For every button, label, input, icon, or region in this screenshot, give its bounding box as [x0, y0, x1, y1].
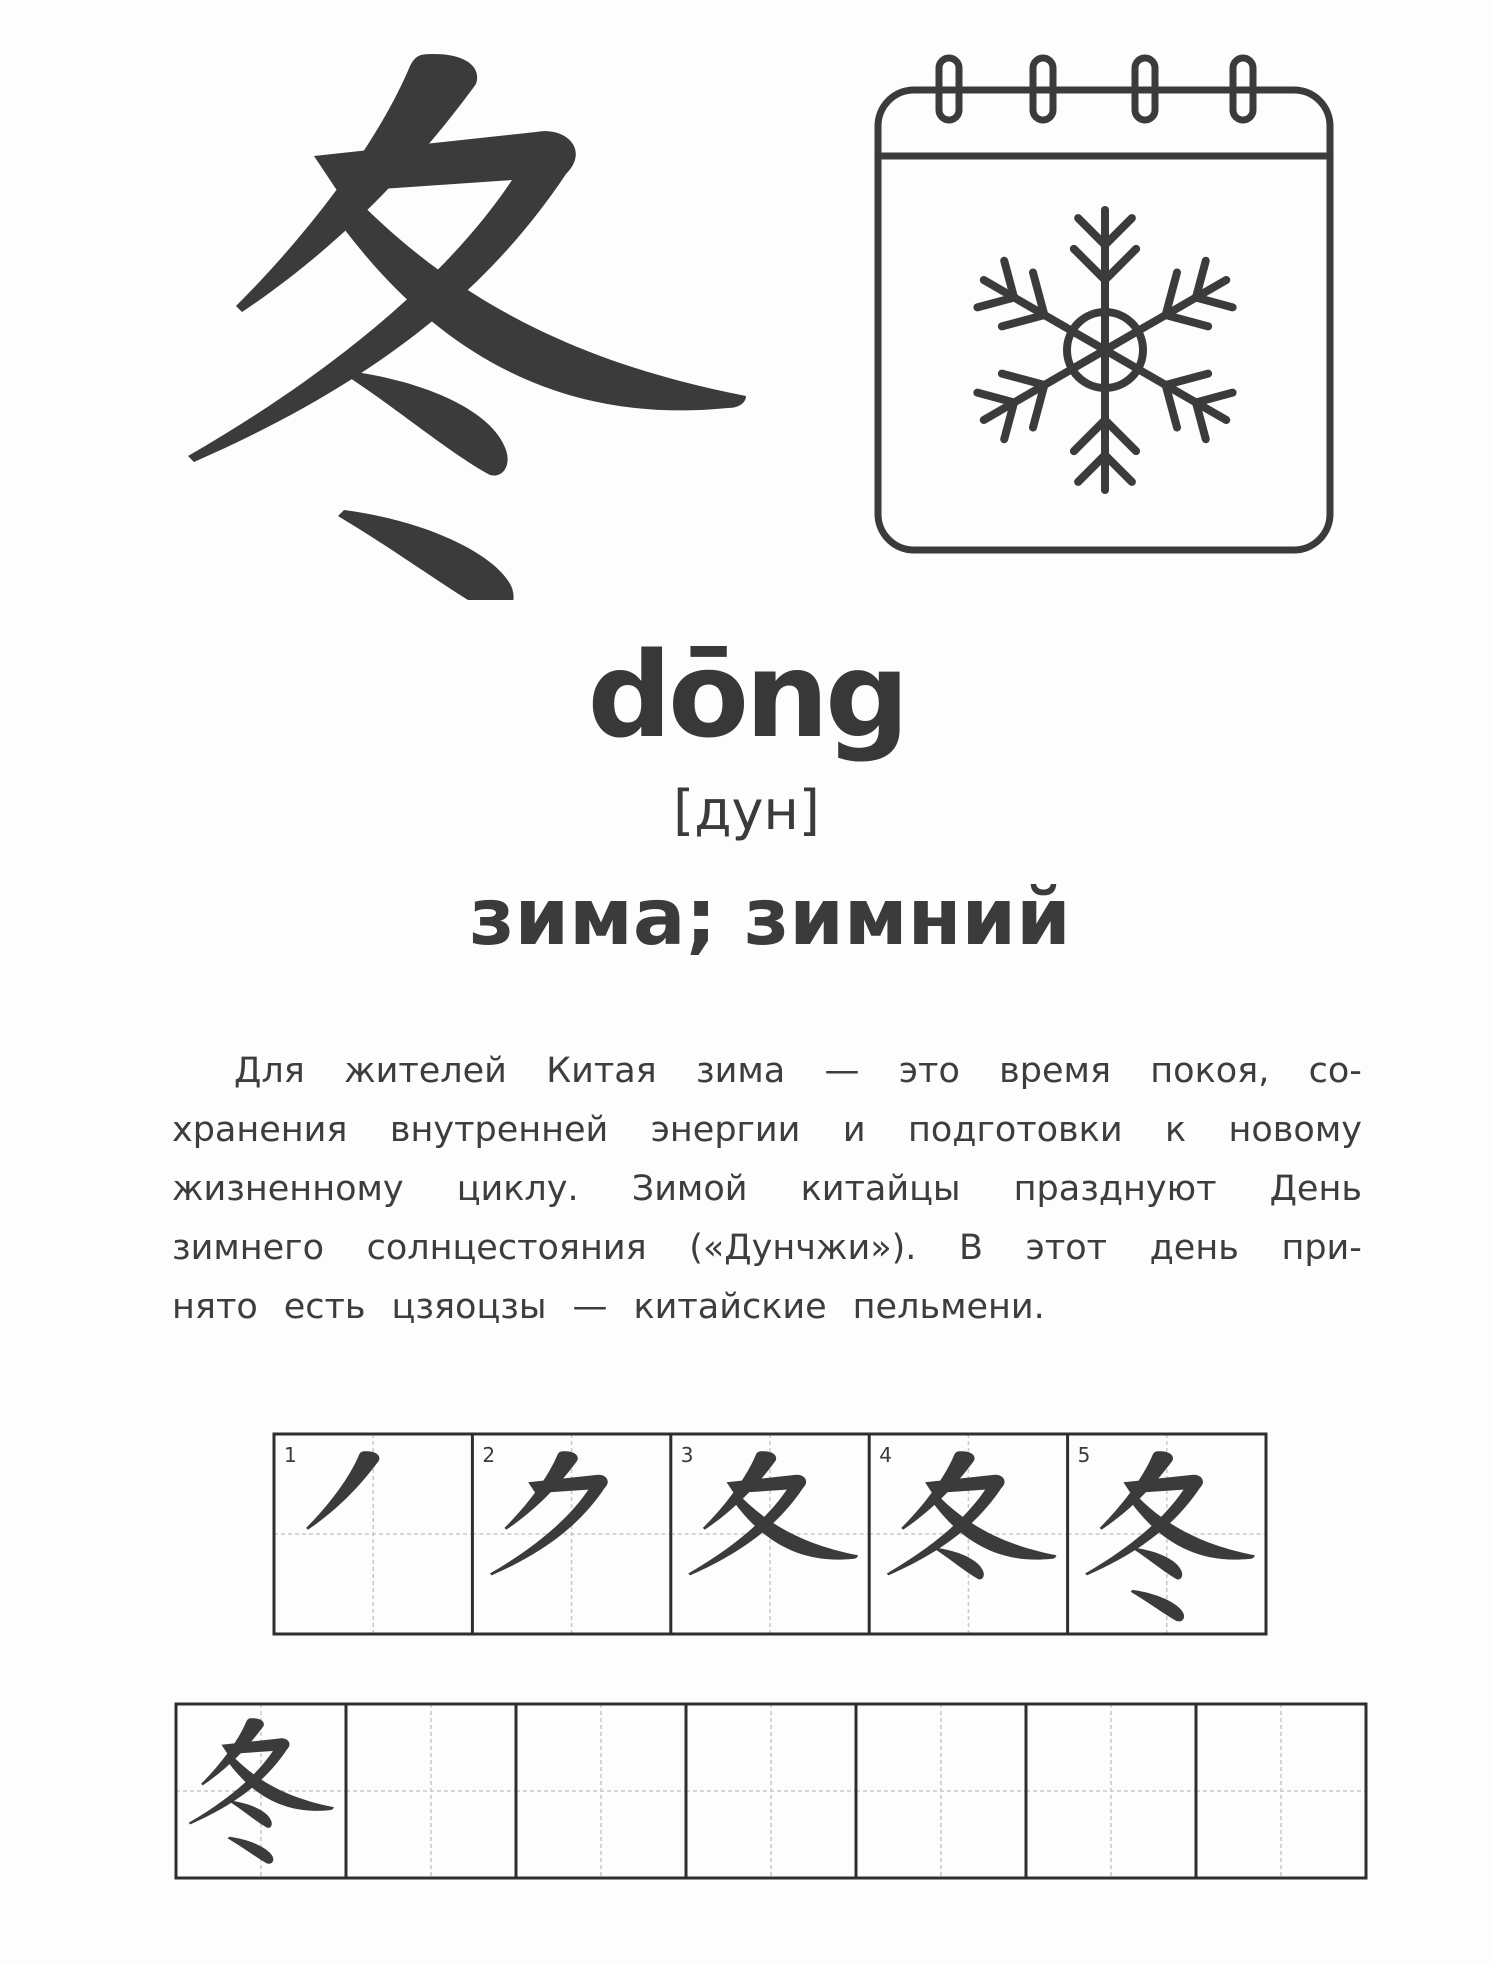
paragraph-word: китайские [633, 1287, 827, 1327]
paragraph-word: есть [283, 1287, 366, 1327]
paragraph-word: к [1164, 1110, 1187, 1150]
paragraph-word: пельмени. [852, 1287, 1045, 1327]
paragraph-word: Для [234, 1051, 305, 1091]
grid-cell [1026, 1704, 1196, 1878]
hanzi-stroke [1134, 1548, 1182, 1579]
paragraph-word: подготовки [907, 1110, 1123, 1150]
paragraph-word: празднуют [1013, 1169, 1217, 1209]
paragraph-word: В [959, 1228, 984, 1268]
paragraph-word: и [842, 1110, 866, 1150]
hanzi-stroke [326, 186, 746, 410]
snowflake-arm [1166, 315, 1209, 326]
hanzi-stroke [338, 510, 514, 600]
grid-cell [686, 1704, 856, 1878]
snowflake-arm [1196, 393, 1233, 403]
stroke-step-number: 5 [1077, 1443, 1091, 1467]
practice-grid [174, 1702, 1368, 1880]
pinyin: dōng [587, 626, 906, 764]
russian-transcription: [дун] [673, 779, 820, 842]
paragraph-word: Зимой [631, 1169, 748, 1209]
description-paragraph [172, 1042, 1362, 1337]
paragraph-line [172, 1219, 1362, 1278]
paragraph-word: («Дунчжи»). [689, 1228, 917, 1268]
paragraph-line [172, 1042, 1362, 1101]
hanzi-large-glyph [160, 10, 780, 600]
hanzi-stroke [1127, 1491, 1255, 1559]
winter-calendar-icon [870, 50, 1340, 560]
paragraph-word: время [999, 1051, 1111, 1091]
snowflake-arm [1105, 420, 1136, 451]
snowflake-arm [977, 298, 1014, 308]
paragraph-word: жителей [344, 1051, 507, 1091]
snowflake-arm [1078, 455, 1105, 482]
paragraph-word: хранения [172, 1110, 348, 1150]
translation: зима; зимний [469, 873, 1071, 963]
snowflake-icon [977, 210, 1232, 490]
paragraph-word: китайцы [800, 1169, 961, 1209]
hanzi-stroke [1131, 1590, 1184, 1621]
snowflake-arm [1078, 218, 1105, 245]
paragraph-word: нято [172, 1287, 258, 1327]
stroke-order-grid [272, 1432, 1268, 1636]
snowflake-arm [1002, 315, 1045, 326]
hanzi-stroke [306, 1451, 379, 1529]
grid-cell [856, 1704, 1026, 1878]
hanzi-stroke [929, 1491, 1057, 1559]
snowflake-arm [1166, 374, 1209, 385]
paragraph-word: этот [1025, 1228, 1108, 1268]
paragraph-word: циклу. [456, 1169, 579, 1209]
hanzi-stroke [936, 1548, 984, 1579]
paragraph-word: жизненному [172, 1169, 404, 1209]
snowflake-arm [1105, 218, 1132, 245]
stroke-step-glyph [1085, 1451, 1255, 1621]
grid-cell [516, 1704, 686, 1878]
snowflake-arm [1074, 420, 1105, 451]
paragraph-word: внутренней [389, 1110, 609, 1150]
hanzi-large [188, 54, 746, 600]
paragraph-word: Китая [546, 1051, 657, 1091]
stroke-step-glyph [887, 1451, 1057, 1579]
stroke-step-number: 1 [284, 1443, 297, 1467]
snowflake-arm [1002, 374, 1045, 385]
paragraph-word: День [1269, 1169, 1362, 1209]
hanzi-stroke [231, 1801, 272, 1828]
paragraph-word: — [572, 1287, 608, 1327]
snowflake-arm [1105, 249, 1136, 280]
paragraph-word: цзяоцзы [391, 1287, 547, 1327]
paragraph-word: при- [1281, 1228, 1362, 1268]
snowflake-arm [1074, 249, 1105, 280]
paragraph-word: зима [696, 1051, 786, 1091]
stroke-step-number: 2 [482, 1443, 496, 1467]
paragraph-line [172, 1101, 1362, 1160]
paragraph-word: — [824, 1051, 860, 1091]
stroke-step-glyph [688, 1451, 858, 1575]
paragraph-line [172, 1160, 1362, 1219]
paragraph-word: со- [1308, 1051, 1362, 1091]
paragraph-line [172, 1278, 1362, 1337]
stroke-step-glyph [306, 1451, 379, 1529]
paragraph-word: покоя, [1150, 1051, 1270, 1091]
paragraph-word: энергии [650, 1110, 801, 1150]
grid-cell [346, 1704, 516, 1878]
hanzi-stroke [225, 1753, 334, 1811]
paragraph-word: день [1149, 1228, 1239, 1268]
paragraph-word: зимнего [172, 1228, 324, 1268]
stroke-step-number: 4 [879, 1443, 892, 1467]
paragraph-word: это [898, 1051, 960, 1091]
hanzi-stroke [730, 1491, 858, 1559]
hanzi-stroke [350, 372, 508, 476]
paragraph-word: солнцестояния [366, 1228, 647, 1268]
snowflake-arm [1196, 298, 1233, 308]
grid-cell [1196, 1704, 1366, 1878]
snowflake-arm [977, 393, 1014, 403]
paragraph-word: новому [1228, 1110, 1362, 1150]
stroke-step-number: 3 [680, 1443, 694, 1467]
stroke-step-glyph [490, 1451, 608, 1575]
hanzi-stroke [228, 1837, 274, 1864]
snowflake-arm [1105, 455, 1132, 482]
